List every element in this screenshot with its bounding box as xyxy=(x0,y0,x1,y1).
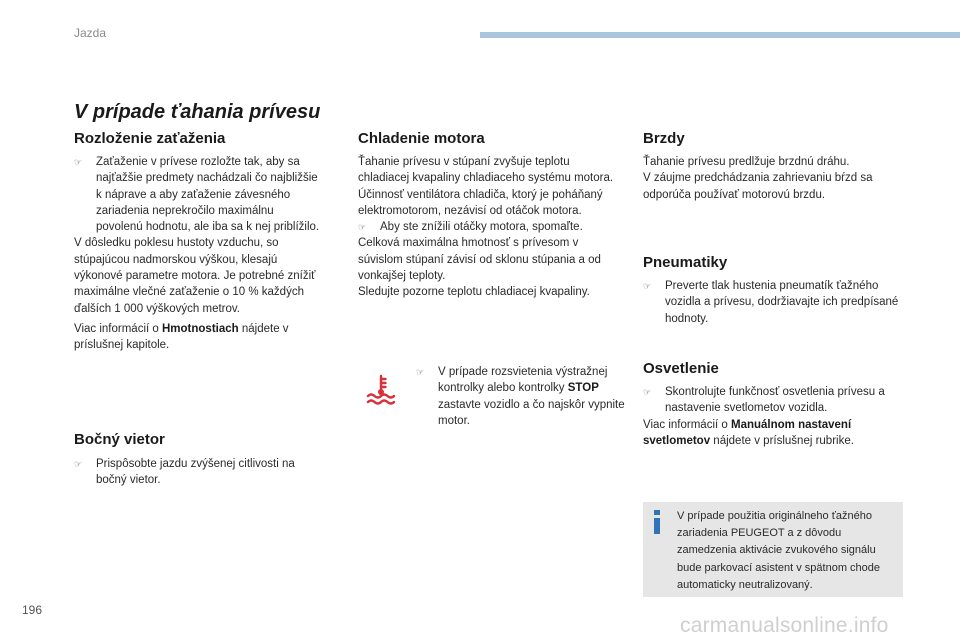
pointing-hand-icon: ☞ xyxy=(74,459,83,469)
pointing-hand-icon: ☞ xyxy=(643,387,652,397)
load-bullet-text: Zaťaženie v prívese rozložte tak, aby sa najťažšie predmety nachádzali čo najbližšie k náprave a aby zaťaženie závesného zariadenia neprekročilo maximálnu povolenú hodnotu, ale iba sa k nej priblížilo. xyxy=(96,156,320,234)
cooling-paragraph-2: Účinnosť ventilátora chladiča, ktorý je poháňaný elektromotorom, nezávisí od otáčok motora. xyxy=(358,188,603,217)
pointing-hand-icon: ☞ xyxy=(416,367,425,377)
brakes-paragraph-2: V záujme predchádzania zahrievaniu bŕzd sa odporúča používať motorovú brzdu. xyxy=(643,172,873,201)
cooling-warning-note xyxy=(416,364,626,429)
cooling-paragraph-4: Sledujte pozorne teplotu chladiacej kvapaliny. xyxy=(358,286,590,299)
coolant-temperature-warning-icon xyxy=(365,373,397,405)
load-paragraph: V dôsledku poklesu hustoty vzduchu, so stúpajúcou nadmorskou výškou, klesajú výkonové parametre motora. Je potrebné znížiť maximálne vlečné zaťaženie o 10 % každých ďalších 1 000 výškových metrov. xyxy=(74,237,316,315)
pointing-hand-icon: ☞ xyxy=(643,281,652,291)
watermark: carmanualsonline.info xyxy=(680,614,889,637)
tyres-bullet-text: Preverte tlak hustenia pneumatík ťažného vozidla a prívesu, dodržiavajte ich predpísané hodnoty. xyxy=(665,280,899,325)
pointing-hand-icon: ☞ xyxy=(358,222,367,233)
wind-bullet-text: Prispôsobte jazdu zvýšenej citlivosti na bočný vietor. xyxy=(96,458,295,487)
load-bullet xyxy=(74,154,322,235)
page-number: 196 xyxy=(22,603,43,617)
info-text: V prípade použitia originálneho ťažného zariadenia PEUGEOT a z dôvodu zamedzenia aktivácie zvukového signálu bude parkovací asistent v spätnom chode automaticky neutralizovaný. xyxy=(677,510,881,591)
header-accent-bar xyxy=(480,32,960,38)
lighting-more-info: Viac informácií o Manuálnom nastavení svetlometov nájdete v príslušnej rubrike. xyxy=(643,418,854,447)
brakes-section xyxy=(643,130,908,203)
tyres-bullet xyxy=(643,278,908,327)
load-section xyxy=(74,130,322,354)
load-more-info: Viac informácií o Hmotnostiach nájdete v príslušnej kapitole. xyxy=(74,322,289,352)
lighting-heading: Osvetlenie xyxy=(643,360,719,377)
cooling-paragraph-1: Ťahanie prívesu v stúpaní zvyšuje teplotu chladiacej kvapaliny chladiaceho systému motora. xyxy=(358,156,614,185)
tyres-heading: Pneumatiky xyxy=(643,254,728,271)
brakes-paragraph-1: Ťahanie prívesu predlžuje brzdnú dráhu. xyxy=(643,156,850,168)
wind-heading: Bočný vietor xyxy=(74,431,165,448)
wind-section xyxy=(74,431,322,489)
cooling-section xyxy=(358,130,623,301)
cooling-heading: Chladenie motora xyxy=(358,130,485,147)
lighting-section xyxy=(643,360,908,449)
cooling-bullet-text: Aby ste znížili otáčky motora, spomaľte. xyxy=(380,221,583,234)
cooling-warning-text: V prípade rozsvietenia výstražnej kontrolky alebo kontrolky STOP zastavte vozidlo a čo najskôr vypnite motor. xyxy=(438,366,625,427)
wind-bullet xyxy=(74,456,322,489)
cooling-paragraph-3: Celková maximálna hmotnosť s prívesom v súvislom stúpaní závisí od sklonu stúpania a od vonkajšej teploty. xyxy=(358,237,601,283)
tyres-section xyxy=(643,254,908,327)
section-label: Jazda xyxy=(74,26,107,40)
brakes-heading: Brzdy xyxy=(643,130,685,147)
lighting-bullet-text: Skontrolujte funkčnosť osvetlenia prívesu a nastavenie svetlometov vozidla. xyxy=(665,386,885,415)
page-title: V prípade ťahania prívesu xyxy=(74,101,321,123)
pointing-hand-icon: ☞ xyxy=(74,157,83,167)
cooling-bullet xyxy=(358,219,623,235)
lighting-bullet xyxy=(643,384,908,417)
info-icon xyxy=(650,510,664,534)
load-heading: Rozloženie zaťaženia xyxy=(74,130,226,147)
